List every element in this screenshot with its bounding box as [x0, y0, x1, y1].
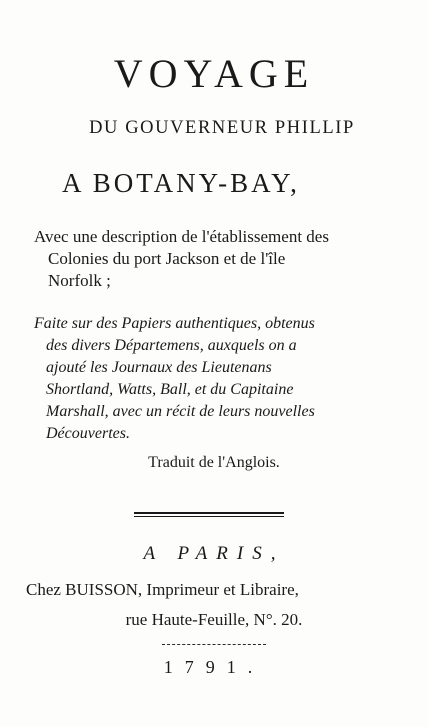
sources-line: des divers Départemens, auxquels on a — [46, 337, 297, 354]
ornamental-rule — [134, 512, 284, 514]
description-line: Norfolk ; — [48, 271, 111, 290]
book-title: VOYAGE — [113, 51, 315, 96]
sources-block — [34, 313, 384, 445]
sources-line: Shortland, Watts, Ball, et du Capitaine — [46, 381, 294, 398]
sources-line: Découvertes. — [46, 425, 130, 442]
imprint-year: 1791. — [163, 657, 265, 677]
imprint-address: rue Haute-Feuille, N°. 20. — [125, 610, 303, 629]
book-destination: A BOTANY-BAY, — [62, 168, 300, 198]
book-subtitle: DU GOUVERNEUR PHILLIP — [89, 118, 355, 138]
description-line: Colonies du port Jackson et de l'île — [48, 249, 286, 268]
imprint-city: A PARIS, — [143, 543, 285, 564]
sources-line: Marshall, avec un récit de leurs nouvelles — [46, 403, 315, 420]
description-line: Avec une description de l'établissement des — [34, 227, 329, 246]
translator-note: Traduit de l'Anglois. — [148, 454, 280, 471]
imprint-publisher: Chez BUISSON, Imprimeur et Libraire, — [26, 580, 299, 599]
description-block — [34, 226, 374, 292]
sources-line: ajouté les Journaux des Lieutenans — [46, 359, 272, 376]
sources-line: Faite sur des Papiers authentiques, obtenus — [34, 315, 315, 332]
imprint-divider — [162, 644, 266, 646]
